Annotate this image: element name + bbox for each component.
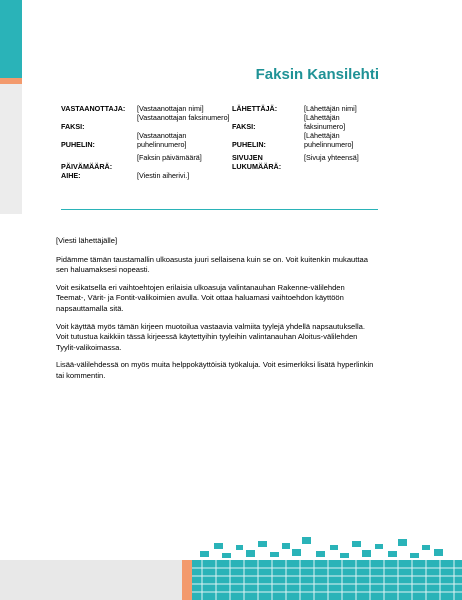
pixel-pattern-decoration <box>192 535 462 600</box>
pages-value[interactable]: [Sivuja yhteensä] <box>304 153 359 162</box>
decorative-band-orange-bottom <box>182 560 192 600</box>
sender-phone-label: PUHELIN: <box>232 140 266 149</box>
phone-value[interactable]: [Vastaanottajan puhelinnumero] <box>137 131 187 149</box>
sender-phone-value[interactable]: [Lähettäjän puhelinnumero] <box>304 131 354 149</box>
header-divider <box>61 209 378 210</box>
decorative-band-gray-bottom <box>0 560 190 600</box>
message-salutation[interactable]: [Viesti lähettäjälle] <box>56 236 118 245</box>
body-paragraph[interactable]: Pidämme tämän taustamallin ulkoasusta juuri sellaisena kuin se on. Voit kuitenkin mukauttaa sen haluamaksesi nopeasti. <box>56 254 368 275</box>
document-title: Faksin Kansilehti <box>255 66 379 83</box>
row-fax <box>61 113 377 131</box>
from-label: LÄHETTÄJÄ: <box>232 104 278 113</box>
row-date <box>61 153 377 171</box>
pages-label: SIVUJEN LUKUMÄÄRÄ: <box>232 153 282 171</box>
phone-label: PUHELIN: <box>61 140 95 149</box>
sender-fax-label: FAKSI: <box>232 122 256 131</box>
decorative-band-gray <box>0 84 22 214</box>
to-label: VASTAANOTTAJA: <box>61 104 126 113</box>
subject-label: AIHE: <box>61 171 81 180</box>
date-value[interactable]: [Faksin päivämäärä] <box>137 153 202 162</box>
subject-value[interactable]: [Viestin aiherivi.] <box>137 171 190 180</box>
sender-fax-value[interactable]: [Lähettäjän faksinumero] <box>304 113 346 131</box>
fax-header-fields <box>61 104 377 180</box>
fax-label: FAKSI: <box>61 122 85 131</box>
row-recipient <box>61 104 377 113</box>
row-phone <box>61 131 377 149</box>
body-paragraph[interactable]: Voit käyttää myös tämän kirjeen muotoilua vastaavia valmiita tyylejä yhdellä napsautuksella. Voit tutustua kaikkiin tässä kirjeessä käytettyihin tyyleihin valintanauhan Aloitus-välilehden Tyylit-valikoimassa. <box>56 321 365 352</box>
fax-value[interactable]: [Vastaanottajan faksinumero] <box>137 113 230 122</box>
row-subject <box>61 171 377 180</box>
date-label: PÄIVÄMÄÄRÄ: <box>61 162 113 171</box>
body-paragraph[interactable]: Lisää-välilehdessä on myös muita helppokäyttöisiä työkaluja. Voit esimerkiksi lisätä hyperlinkin tai kommentin. <box>56 360 374 380</box>
message-body <box>56 236 376 389</box>
from-value[interactable]: [Lähettäjän nimi] <box>304 104 357 113</box>
to-value[interactable]: [Vastaanottajan nimi] <box>137 104 204 113</box>
body-paragraph[interactable]: Voit esikatsella eri vaihtoehtojen erilaisia ulkoasuja valintanauhan Rakenne-välilehden Teemat-, Värit- ja Fontit-valikoimien avulla. Voit ottaa haluamasi vaihtoehdon käyttöön napsauttamalla sitä. <box>56 282 345 313</box>
